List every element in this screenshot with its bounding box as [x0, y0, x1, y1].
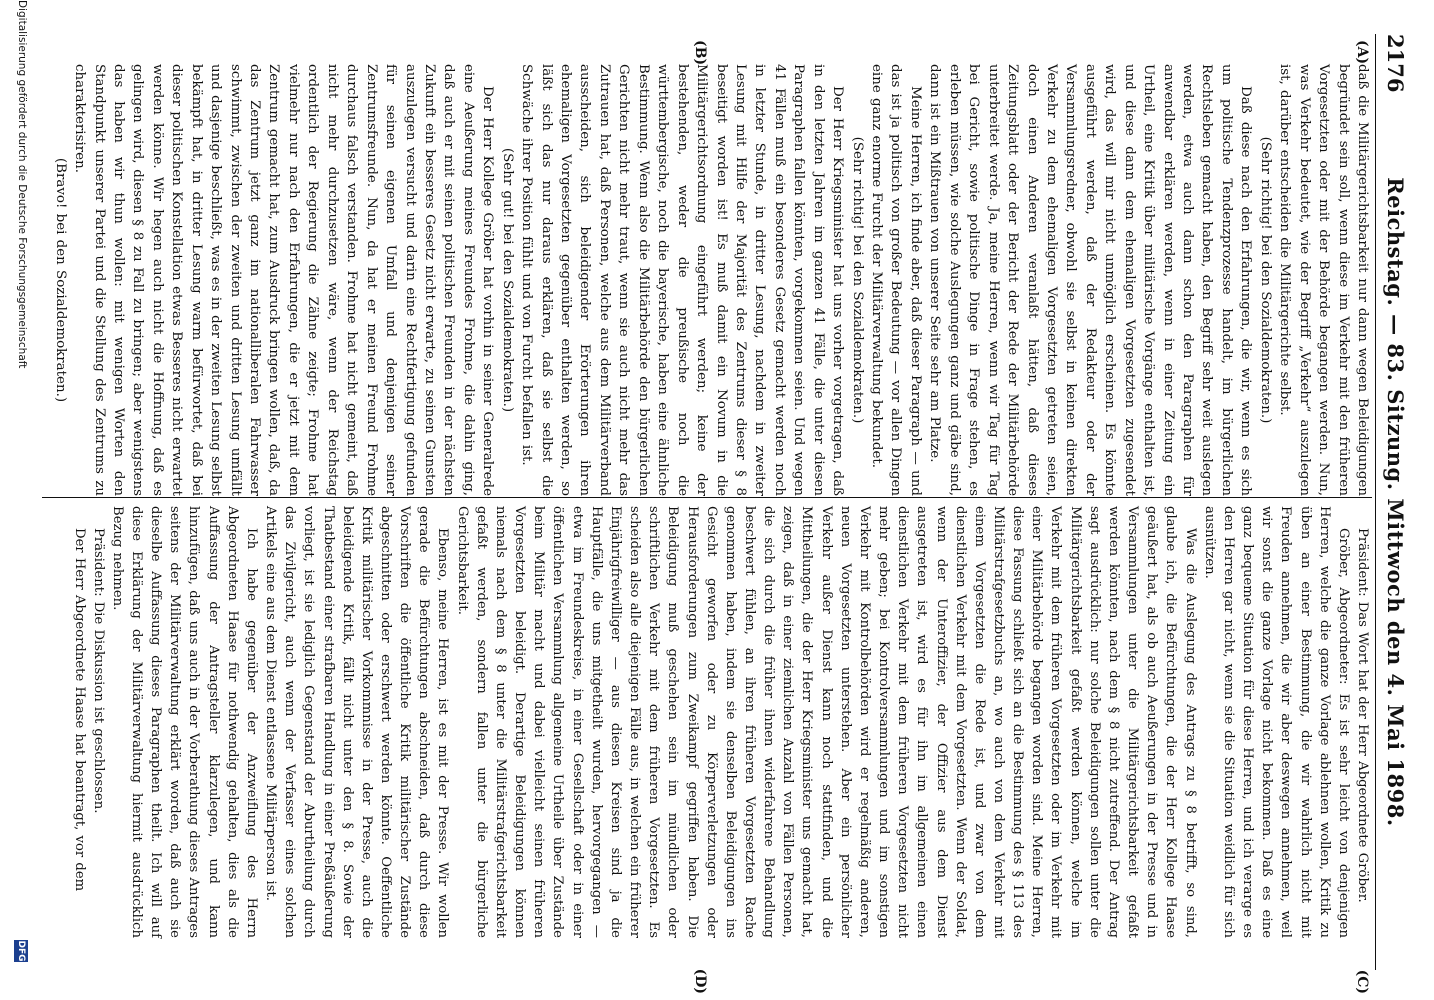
header-rule — [1375, 34, 1376, 970]
paragraph: Der Herr Kollege Gröber hat vorhin in seiner Generalrede eine Aeußerung meines Freundes Frohme, die dahin ging, daß auch er mit seinen politischen Freunden in der nächsten Zukunft ein besseres Gesetz nicht erwarte, zu seinen Gunsten auszulegen versucht und darin eine Rechtfertigung gefunden für seinen eigenen Umfall und denjenigen seiner Zentrumsfreunde. Nun, da hat er meinen Freund Frohme durchaus falsch verstanden. Frohme hat nicht gemeint, daß nicht mehr durchzusetzen wäre, wenn der Reichstag ordentlich der Regierung die Zähne zeigte; Frohme hat vielmehr nur nach den Erfahrungen, die er jetzt mit dem Zentrum gemacht hat, zum Ausdruck bringen wollen, daß, da das Zentrum jetzt ganz im nationalliberalen Fahrwasser schwimmt, zwischen der zweiten und dritten Lesung umfällt und dasjenige beschließt, was es in der zweiten Lesung selbst bekämpft hat, in dritter Lesung warm befürwortet, daß bei dieser politischen Konstellation etwas Besseres nicht erwartet werden könne. Wir hegen auch nicht die Hoffnung, daß es gelingen wird, diesen § 8 zu Fall zu bringen; aber wenigstens das haben wir thun wollen: mit wenigen Worten den Standpunkt unserer Partei und die Stellung des Zentrums zu charakterisiren. — [72, 64, 496, 496]
paragraph: daß die Militärgerichtsbarkeit nur dann wegen Beleidigungen begründet sein soll, wenn diese im Verkehr mit den früheren Vorgesetzten oder mit der Behörde begangen werden. Nun, was Verkehr bedeutet, wie der Begriff „Verkehr“ auszulegen ist, darüber entscheiden die Militärgerichte selbst. — [1277, 64, 1370, 496]
paragraph: Ich habe gegenüber der Anzweiflung des Herrn Abgeordneten Haase für nothwendig gehalten, dies als die Auffassung der Antragsteller klarzulegen, und kann hinzufügen, daß uns auch in der Vorberathung dieses Antrages seitens der Militärverwaltung erklärt worden, daß auch sie dieselbe Auffassung dieses Paragraphen theilt. Ich will auf diese Erklärung der Militärverwaltung hiermit ausdrücklich Bezug nehmen. — [109, 506, 259, 938]
paragraph: Der Herr Kriegsminister hat uns vorher vorgetragen, daß in den letzten Jahren im ganzen 41 Fälle, die unter diesen Paragraphen fallen könnten, vorgekommen seien. Und wegen 41 Fällen muß ein besonderes Gesetz gemacht werden noch in letzter Stunde, in dritter Lesung, nachdem in zweiter Lesung mit Hilfe der Majorität des Zentrums dieser § 8 beseitigt worden ist! Es muß damit ein Novum in die Militärgerichtsordnung eingeführt werden; keine der bestehenden, weder die preußische noch die württembergische, noch die bayerische, haben eine ähnliche Bestimmung. Wenn also die Militärbehörde den bürgerlichen Gerichten nicht mehr traut, wenn sie auch nicht mehr das Zutrauen hat, daß Personen, welche aus dem Militärverband ausscheiden, sich beleidigender Erörterungen ihren ehemaligen Vorgesetzten gegenüber enthalten werden, so läßt sich das nur daraus erklären, daß sie selbst die Schwäche ihrer Position fühlt und von Furcht befallen ist. — [519, 64, 846, 496]
page-number: 2176 — [1383, 34, 1408, 93]
left-column — [50, 64, 1372, 496]
paragraph: Was die Auslegung des Antrags zu § 8 betrifft, so sind, glaube ich, die Befürchtungen, die der Herr Kollege Haase geäußert hat, als ob auch Aeußerungen in der Presse und in Versammlungen unter die Militärgerichtsbarkeit gefaßt werden könnten, nach dem § 8 nicht zutreffend. Der Antrag sagt ausdrücklich: nur solche Beleidigungen sollen unter die Militärgerichtsbarkeit gefaßt werden können, welche im Verkehr mit dem früheren Vorgesetzten oder im Verkehr mit einer Militärbehörde begangen worden sind. Meine Herren, diese Fassung schließt sich an die Bestimmung des § 113 des Militärstrafgesetzbuchs an, wo auch von dem Verkehr mit einem Vorgesetzten die Rede ist, und zwar von dem dienstlichen Verkehr mit dem Vorgesetzten. Wenn der Soldat, wenn der Unteroffizier, der Offizier aus dem Dienst ausgetreten ist, wird es für ihn im allgemeinen einen dienstlichen Verkehr mit dem früheren Vorgesetzten nicht mehr geben; bei Kontrolversammlungen und im sonstigen Verkehr mit Kontrolbehörden wird er regelmäßig anderen, neuen Vorgesetzten unterstehen. Aber ein persönlicher Verkehr außer Dienst kann noch stattfinden, und die Mittheilungen, die der Herr Kriegsminister uns gemacht hat, zeigen, daß in einer ziemlichen Anzahl von Fällen Personen, die sich durch die früher ihnen widerfahrene Behandlung beschwert fühlen, an ihren früheren Vorgesetzten Rache genommen haben, indem sie denselben Beleidigungen ins Gesicht geworfen oder zu Körperverletzungen oder Herausforderungen zum Zweikampf gegriffen haben. Die Beleidigung muß geschehen sein im mündlichen oder schriftlichen Verkehr mit dem früheren Vorgesetzten. Es scheiden also alle diejenigen Fälle aus, in welchen ein früherer Einjährigfreiwilliger — aus diesen Kreisen sind ja die Hauptfälle, die uns mitgetheilt wurden, hervorgegangen — etwa im Freundeskreise, in einer Gesellschaft oder in einer öffentlichen Versammlung allgemeine Urtheile über Zustände beim Militär macht und dabei vielleicht seinen früheren Vorgesetzten beleidigt. Derartige Beleidigungen können niemals nach dem § 8 unter die Militärstrafgerichtsbarkeit gefaßt werden, sondern fallen unter die bürgerliche Gerichtsbarkeit. — [454, 506, 1198, 938]
stage-direction: (Sehr richtig! bei den Sozialdemokraten.) — [849, 136, 865, 424]
running-title: Reichstag. — 83. Sitzung. Mittwoch den 4. Mai 1898. — [1383, 177, 1408, 827]
stage-direction: (Sehr richtig! bei den Sozialdemokraten.) — [1257, 136, 1273, 424]
paragraph: Ebenso, meine Herren, ist es mit der Presse. Wir wollen gerade die Befürchtungen abschneiden, daß durch diese Vorschriften die öffentliche Kritik militärischer Zustände abgeschnitten oder erschwert werden könnte. Oeffentliche Kritik militärischer Vorkommnisse in der Presse, auch die beleidigende Kritik, fällt nicht unter den § 8. Sowie der Thatbestand einer strafbaren Handlung in einer Preßäußerung vorliegt, ist sie lediglich Gegenstand der Aburtheilung durch das Zivilgericht, auch wenn der Verfasser eines solchen Artikels eine aus dem Dienst entlassene Militärperson ist. — [263, 506, 451, 938]
column-divider — [42, 497, 1372, 498]
dfg-logo: DFG — [16, 940, 26, 962]
page-header — [1376, 34, 1416, 970]
digitization-credit: Digitalisierung gefördert durch die Deutsche Forschungsgemeinschaft — [16, 0, 28, 369]
right-column — [69, 506, 1372, 938]
paragraph: Meine Herren, ich finde aber, daß dieser Paragraph — und das ist ja politisch von großer Bedeutung — vor allen Dingen eine ganz enorme Furcht der Militärverwaltung bekundet. — [869, 64, 923, 496]
paragraph: Der Herr Abgeordnete Haase hat beantragt, vor dem — [71, 528, 87, 892]
margin-marker-b: (B) — [692, 40, 708, 66]
stage-direction: (Sehr gut! bei den Sozialdemokraten.) — [499, 147, 515, 413]
footer — [8, 0, 30, 1000]
margin-marker-d: (D) — [692, 968, 708, 994]
paragraph: Gröber, Abgeordneter: Es ist sehr leicht von denjenigen Herren, welche die ganze Vorlage ablehnen wollen, Kritik zu üben an einer Bestimmung, die wir wahrlich nicht mit Freuden annehmen, die wir aber deswegen annehmen, weil wir sonst die ganze Vorlage nicht bekommen. Daß es eine ganz bequeme Situation für diese Herren, und ich verarge es den Herren gar nicht, wenn sie die Situation weidlich für sich ausnützen. — [1201, 506, 1351, 938]
paragraph: Daß diese nach den Erfahrungen, die wir, wenn es sich um politische Tendenzprozesse handelt, im bürgerlichen Rechtsleben gemacht haben, den Begriff sehr weit auslegen werden, etwa auch dann schon den Paragraphen für anwendbar erklären werden, wenn in einer Zeitung ein Urtheil, eine Kritik über militärische Vorgänge enthalten ist, und diese dann dem ehemaligen Vorgesetzten zugesendet wird, das will mir nicht unmöglich erscheinen. Es könnte ausgeführt werden, daß der Redakteur oder der Versammlungsredner, obwohl sie selbst in keinen direkten Verkehr zu dem ehemaligen Vorgesetzten getreten seien, doch einen Anderen veranlaßt hätten, daß dieses Zeitungsblatt oder der Bericht der Rede der Militärbehörde unterbreitet werde. Ja, meine Herren, wenn wir Tag für Tag bei Gericht, sowie politische Dinge in Frage stehen, es erleben müssen, wie solche Auslegungen ganz und gäbe sind, dann ist ein Mißtrauen von unserer Seite sehr am Platze. — [927, 64, 1254, 496]
paragraph: Präsident: Die Diskussion ist geschlossen. — [90, 528, 106, 814]
paragraph: Präsident: Das Wort hat der Herr Abgeordnete Gröber. — [1355, 528, 1370, 903]
stage-direction: (Bravo! bei den Sozialdemokraten.) — [52, 157, 68, 403]
margin-marker-c: (C) — [1354, 969, 1370, 994]
margin-marker-a: (A) — [1354, 40, 1370, 65]
